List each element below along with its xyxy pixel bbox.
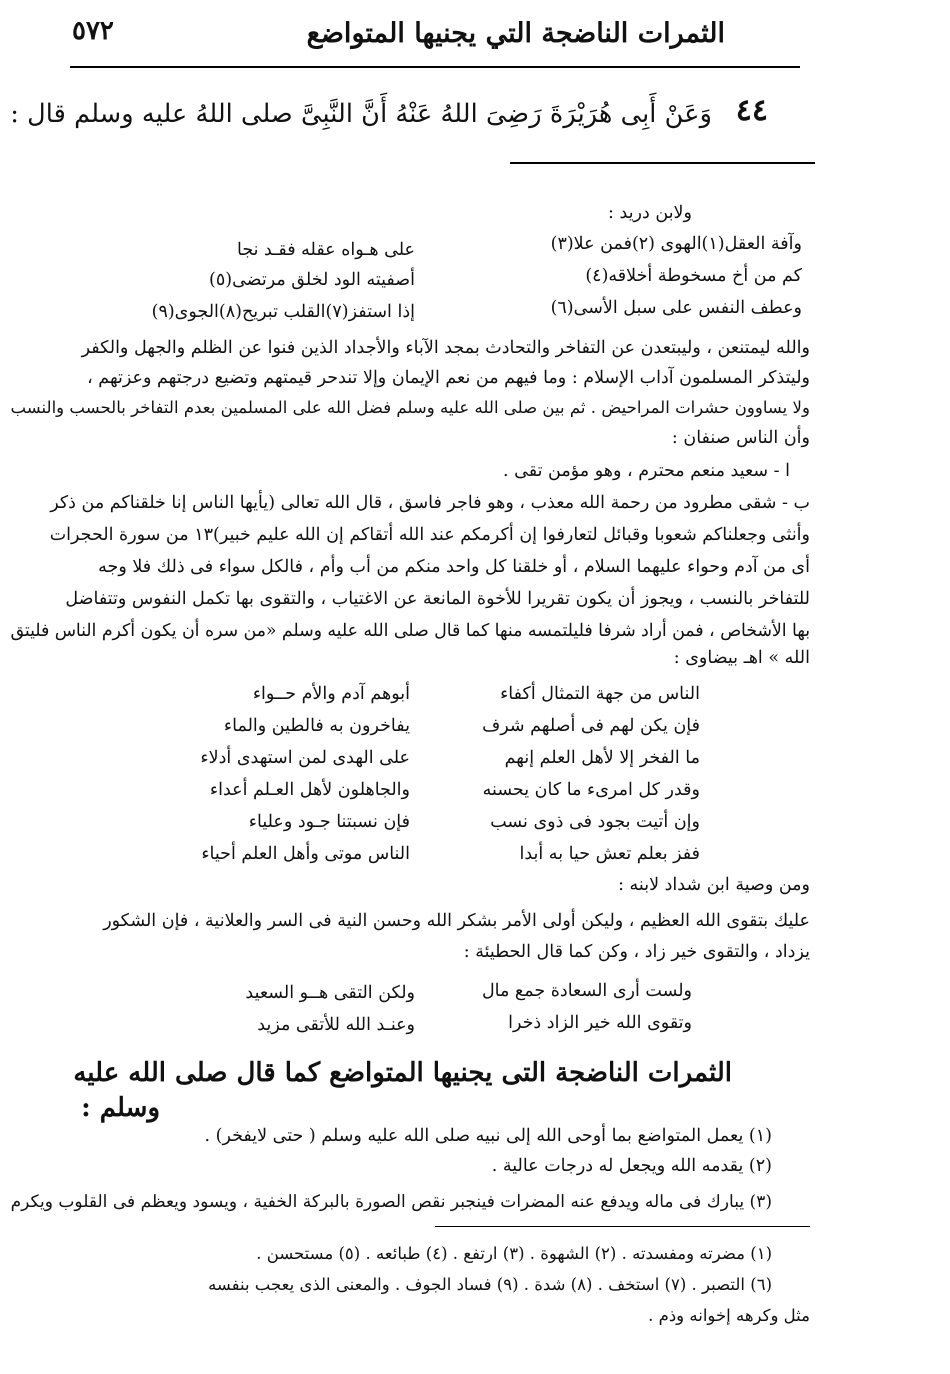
para1-line-1: والله ليمتنعن ، وليبتعدن عن التفاخر والتحادث بمجد الآباء والأجداد الذين فنوا عن الظلم والجهل والكفر — [81, 338, 810, 358]
poem2-verse-3-left: على الهدى لمن استهدى أدلاء — [200, 748, 410, 768]
footnote-line-2: (٦) التصبر . (٧) استخف . (٨) شدة . (٩) فساد الجوف . والمعنى الذى يعجب بنفسه — [208, 1275, 772, 1294]
poem1-verse-2-right: كم من أخ مسخوطة أخلاقه(٤) — [585, 266, 802, 286]
para2-line-2: ب - شقى مطرود من رحمة الله معذب ، وهو فاجر فاسق ، قال الله تعالى (يأيها الناس إنا خلقناكم من ذكر — [50, 493, 810, 513]
poem2-verse-1-left: أبوهم آدم والأم حــواء — [252, 684, 410, 704]
poem2-verse-2-left: يفاخرون به فالطين والماء — [223, 716, 410, 736]
poem1-verse-1-right: وآفة العقل(١)الهوى (٢)فمن علا(٣) — [550, 234, 802, 254]
fruit-item-2: (٢) يقدمه الله ويجعل له درجات عالية . — [491, 1156, 772, 1176]
poem1-verse-3-right: وعطف النفس على سبل الأسى(٦) — [550, 298, 802, 318]
poem2-verse-4-right: وقدر كل امرىء ما كان يحسنه — [482, 780, 700, 800]
para2-line-4: أى من آدم وحواء عليهما السلام ، أو خلقنا كل واحد منكم من أب وأم ، فالكل سواء فى ذلك فلا وجه — [98, 557, 810, 577]
poem1-verse-3-left: إذا استفز(٧)القلب تبريح(٨)الجوى(٩) — [151, 302, 415, 322]
poem2-verse-5-right: وإن أتيت بجود فى ذوى نسب — [490, 812, 700, 832]
header-rule — [70, 66, 800, 68]
para1-line-2: وليتذكر المسلمون آداب الإسلام : وما فيهم من نعم الإيمان وإلا تندحر قيمتهم وتضيع درجتهم وعزتهم ، — [87, 368, 810, 388]
para3-line-2: عليك بتقوى الله العظيم ، وليكن أولى الأمر بشكر الله وحسن النية فى السر والعلانية ، فإن الشكور — [103, 911, 810, 931]
para1-line-3: ولا يساوون حشرات المراحيض . ثم بين صلى الله عليه وسلم فضل الله على المسلمين بعدم التفاخر بالحسب والنسب — [10, 398, 810, 417]
poem3-verse-1-left: ولكن التقى هــو السعيد — [245, 983, 415, 1003]
footnote-rule — [435, 1226, 810, 1227]
para2-line-1: ا - سعيد منعم محترم ، وهو مؤمن تقى . — [503, 461, 790, 481]
para3-line-3: يزداد ، والتقوى خير زاد ، وكن كما قال الحطيئة : — [463, 942, 810, 962]
para2-line-7: الله » اهـ بيضاوى : — [673, 648, 810, 668]
fruit-item-3: (٣) يبارك فى ماله ويدفع عنه المضرات فينجبر نقص الصورة بالبركة الخفية ، ويسود ويعظم فى القلوب ويكرم — [10, 1192, 772, 1212]
para2-line-5: للتفاخر بالنسب ، ويجوز أن يكون تقريرا للأخوة المانعة عن الاغتياب ، والتقوى بها تكمل النفوس وتتفاضل — [65, 589, 810, 609]
poem1-verse-1-left: على هـواه عقله فقـد نجا — [237, 240, 415, 260]
hadith-text: وَعَنْ أَبِى هُرَيْرَةَ رَضِىَ اللهُ عَنْهُ أَنَّ النَّبِىَّ صلى اللهُ عليه وسلم قال : — [10, 99, 712, 129]
poem3-verse-2-left: وعنـد الله للأتقى مزيد — [257, 1015, 415, 1035]
section-heading-line-1: الثمرات الناضجة التى يجنيها المتواضع كما قال صلى الله عليه — [73, 1058, 732, 1088]
poem1-verse-2-left: أصفيته الود لخلق مرتضى(٥) — [209, 270, 415, 290]
poem2-verse-3-right: ما الفخر إلا لأهل العلم إنهم — [504, 748, 700, 768]
poem1-intro: ولابن دريد : — [608, 203, 692, 223]
para2-line-3: وأنثى وجعلناكم شعوبا وقبائل لتعارفوا إن أكرمكم عند الله أتقاكم إن الله عليم خبير)١٣ من سورة الحجرات — [49, 525, 810, 545]
footnote-line-3: مثل وكرهه إخوانه وذم . — [648, 1306, 810, 1325]
para1-line-4: وأن الناس صنفان : — [671, 428, 810, 448]
fruit-item-1: (١) يعمل المتواضع بما أوحى الله إلى نبيه صلى الله عليه وسلم ( حتى لايفخر) . — [204, 1126, 772, 1146]
poem3-verse-1-right: ولست أرى السعادة جمع مال — [481, 981, 692, 1001]
hadith-rule — [510, 162, 815, 164]
para3-line-1: ومن وصية ابن شداد لابنه : — [618, 875, 810, 895]
footnote-line-1: (١) مضرته ومفسدته . (٢) الشهوة . (٣) ارتفع . (٤) طبائعه . (٥) مستحسن . — [256, 1244, 772, 1263]
running-title: الثمرات الناضجة التي يجنيها المتواضع — [306, 18, 725, 49]
hadith-number: ٤٤ — [735, 93, 768, 128]
para2-line-6: بها الأشخاص ، فمن أراد شرفا فليلتمسه منها كما قال صلى الله عليه وسلم «من سره أن يكون أكرم الناس فليتق — [10, 621, 810, 641]
page-number: ٥٧٢ — [72, 16, 114, 46]
section-heading-line-2: وسلم : — [81, 1093, 160, 1123]
poem2-verse-1-right: الناس من جهة التمثال أكفاء — [500, 684, 700, 704]
poem2-verse-5-left: فإن نسبتنا جـود وعلياء — [248, 812, 410, 832]
poem2-verse-6-left: الناس موتى وأهل العلم أحياء — [201, 844, 410, 864]
poem2-verse-6-right: ففز بعلم تعش حيا به أبدا — [519, 844, 700, 864]
poem2-verse-2-right: فإن يكن لهم فى أصلهم شرف — [482, 716, 700, 736]
poem3-verse-2-right: وتقوى الله خير الزاد ذخرا — [508, 1013, 692, 1033]
poem2-verse-4-left: والجاهلون لأهل العـلم أعداء — [209, 780, 410, 800]
